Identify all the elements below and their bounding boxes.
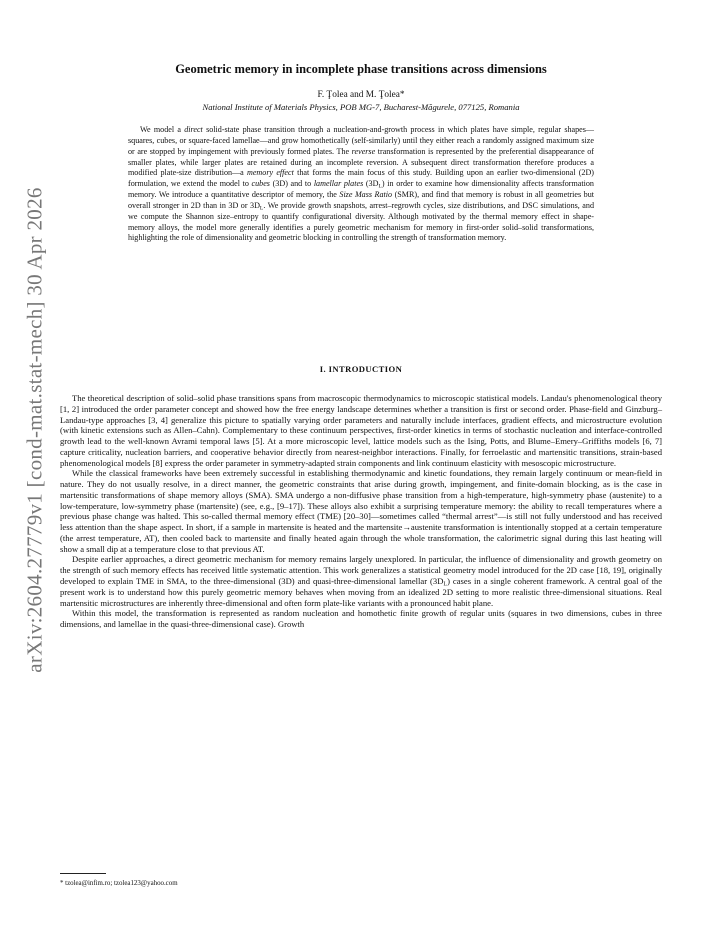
footnote-divider: [60, 873, 106, 874]
introduction-body: [60, 393, 662, 630]
paper-title: Geometric memory in incomplete phase transitions across dimensions: [175, 62, 547, 76]
paragraph: Within this model, the transformation is represented as random nucleation and homothetic finite growth of regular units (squares in two dimensions, cubes in three dimensions, and lamellae in the quasi-three-dimensional case). Growth: [60, 608, 662, 630]
section-heading-introduction: I. INTRODUCTION: [319, 364, 403, 374]
paragraph: The theoretical description of solid–solid phase transitions spans from macroscopic thermodynamics to microscopic statistical models. Landau's phenomenological theory [1, 2] introduced the order parameter concept and showed how the free energy landscape determines whether a transition is first or second order. Phase-field and Ginzburg–Landau-type approaches [3, 4] generalize this picture to spatially varying order parameters and naturally include interfaces, gradient effects, and microstructure evolution (with kinetic extensions such as Allen–Cahn). Complementary to these continuum perspectives, first-order kinetics in terms of stochastic nucleation and interface-controlled growth lead to the well-known Avrami temporal laws [5]. At a more microscopic level, lattice models such as the Ising, Potts, and Blume–Emery–Griffiths models [6, 7] capture criticality, nucleation barriers, and cooperative behavior directly from nearest-neighbor interactions. Finally, for ferroelastic and martensitic transitions, strain-based phenomenological models [8] express the order parameter in symmetry-adapted strain components and link continuum elasticity with mesoscopic microstructure.: [60, 393, 662, 468]
arxiv-identifier: arXiv:2604.27779v1 [cond-mat.stat-mech] 30 Apr 2026: [22, 187, 47, 673]
arxiv-sidebar-stamp: [18, 187, 52, 673]
footnote-emails: * tzolea@infim.ro; tzolea123@yahoo.com: [60, 880, 178, 887]
paper-affiliation: National Institute of Materials Physics, POB MG-7, Bucharest-Măgurele, 077125, Romania: [202, 102, 520, 112]
paper-authors: F. Ţolea and M. Ţolea*: [317, 90, 405, 100]
paragraph: While the classical frameworks have been extremely successful in establishing thermodynamic and kinetic foundations, they remain largely continuum or mean-field in nature. They do not usually resolve, in a direct manner, the geometric constraints that arise during growth, impingement, and finite-domain blocking, as is the case in martensitic transformations of shape memory alloys (SMA). SMA undergo a non-diffusive phase transition from a high-temperature, high-symmetry phase (austenite) to a low-temperature, low-symmetry phase (martensite) (see, e.g., [9–17]). These alloys also exhibit a surprising temperature memory: the ability to recall temperatures where a previous phase change was halted. This so-called thermal memory effect (TME) [20–30]—sometimes called “thermal arrest”—is still not fully understood and has received less attention than the shape aspect. In short, if a sample in martensite is heated and the martensite→austenite transformation is intentionally stopped at a certain temperature (the arrest temperature, AT), then cooled back to martensite and finally heated again through the whole transformation, the calorimetric signal during this last heating will show a small dip at a temperature close to that previous AT.: [60, 468, 662, 554]
abstract: We model a direct solid-state phase transition through a nucleation-and-growth process in which plates have simple, regular shapes—squares, cubes, or square-faced lamellae—and grow homothetically (self-similarly) until they either reach a randomly assigned maximum size or are stopped by impingement with previously formed plates. The reverse transformation is represented by the preferential disappearance of smaller plates, while larger plates are retained during an incomplete reversion. A subsequent direct transformation therefore produces a modified plate-size distribution—a memory effect that forms the main focus of this study. Building upon an earlier two-dimensional (2D) formulation, we extend the model to cubes (3D) and to lamellar plates $(3D_L)$ in order to examine how dimensionality affects transformation memory. We introduce a quantitative descriptor of memory, the Size Mass Ratio (SMR), and find that memory is robust in all geometries but overall stronger in 2D than in 3D or $3D_L$. We provide growth snapshots, arrest–regrowth cycles, size distributions, and DSC simulations, and we compute the Shannon size–entropy to quantify configurational diversity. Although motivated by the thermal memory effect in shape-memory alloys, the model more generally identifies a purely geometric mechanism for memory in first-order solid–solid transformations, highlighting the role of dimensionality and geometric blocking in controlling the strength of transformation memory.: [128, 125, 595, 243]
paragraph: Despite earlier approaches, a direct geometric mechanism for memory remains largely unexplored. In particular, the influence of dimensionality and growth geometry on the strength of such memory effects has received little systematic attention. This work generalizes a statistical geometry model introduced for the 2D case [18, 19], originally developed to explain TME in SMA, to the three-dimensional (3D) and quasi-three-dimensional lamellar $(3D_L)$ cases in a single coherent framework. A central goal of the present work is to understand how this purely geometric memory behaves when moving from an idealized 2D setting to more realistic three-dimensional situations. Real martensitic microstructures are inherently three-dimensional and often form plate-like variants with a pronounced habit plane.: [60, 554, 663, 608]
